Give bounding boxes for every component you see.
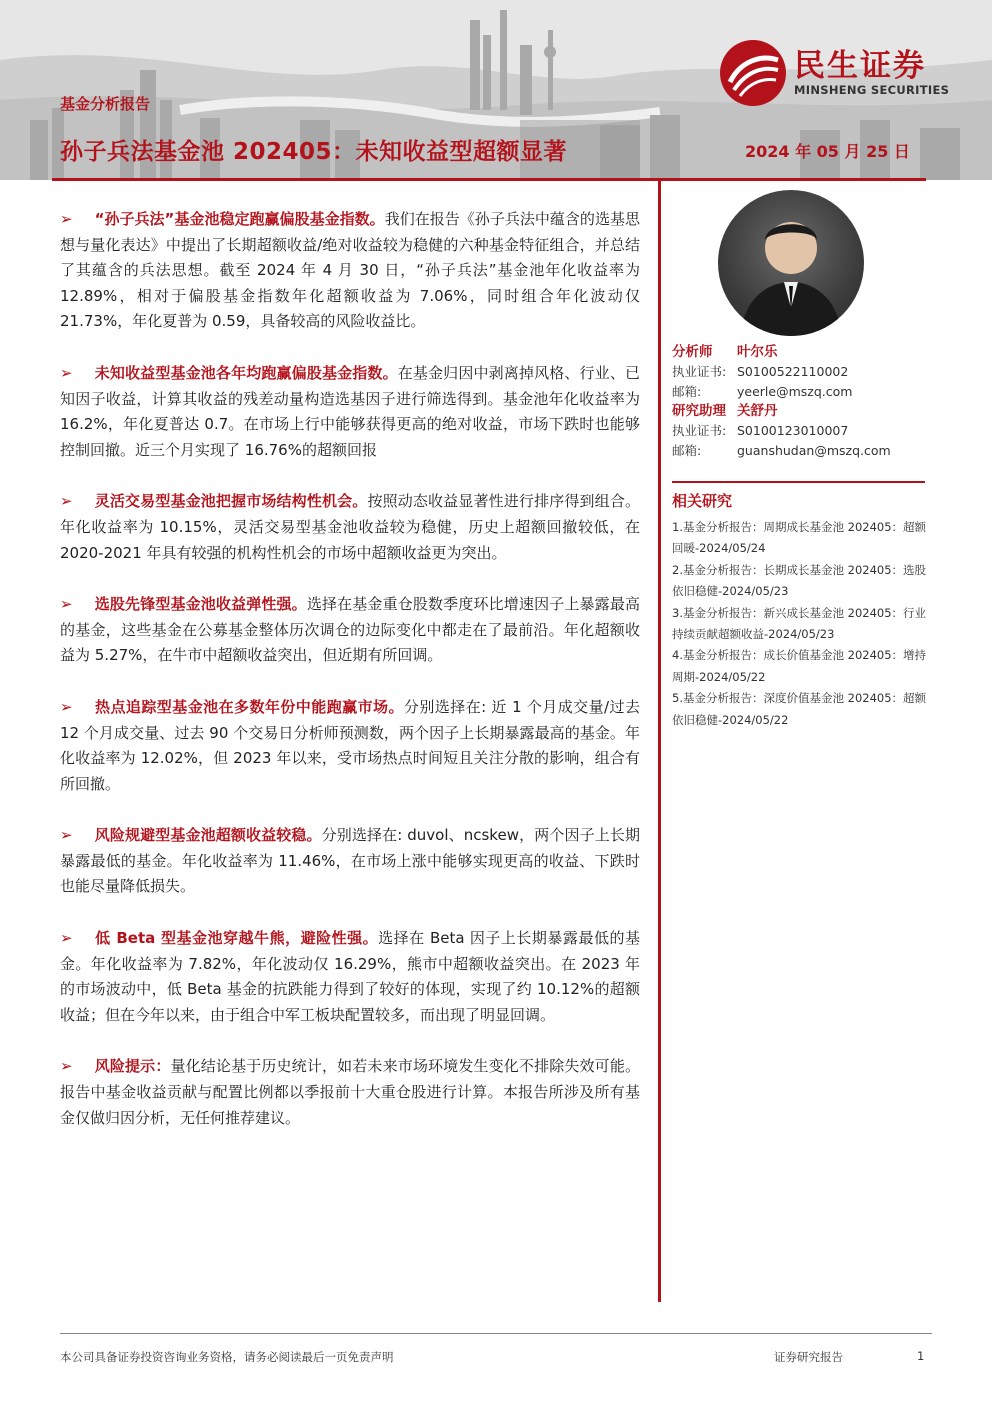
header-divider: [52, 178, 926, 181]
related-item[interactable]: 4.基金分析报告：成长价值基金池 202405：增持周期-2024/05/22: [672, 648, 927, 684]
analyst-photo: [718, 190, 864, 336]
analyst-email[interactable]: yeerle@mszq.com: [737, 383, 853, 399]
summary-section: [60, 207, 640, 1157]
bullet-icon: ➢: [60, 363, 73, 382]
paragraph-body: 分别选择在: duvol、ncskew，两个因子上长期暴露最低的基金。年化收益率为 11.46%，在市场上涨中能够实现更高的收益、下跌时也能尽量降低损失。: [60, 826, 640, 896]
assistant-label: 研究助理: [672, 403, 726, 420]
report-title: 孙子兵法基金池 202405：未知收益型超额显著: [60, 139, 568, 165]
summary-paragraph: [60, 592, 640, 669]
summary-paragraph: [60, 823, 640, 900]
logo-mark-icon: [718, 38, 788, 108]
bullet-icon: ➢: [60, 697, 73, 716]
related-item[interactable]: 1.基金分析报告：周期成长基金池 202405：超额回暖-2024/05/24: [672, 520, 927, 556]
assistant-row: [672, 401, 932, 421]
footer-doc-type: 证券研究报告: [774, 1350, 843, 1364]
analyst-info: [672, 342, 932, 461]
analyst-row: [672, 342, 932, 362]
assistant-cert: S0100123010007: [737, 423, 849, 439]
related-research-title: 相关研究: [672, 492, 733, 510]
bullet-icon: ➢: [60, 595, 73, 614]
paragraph-lead: 选股先锋型基金池收益弹性强。: [94, 595, 307, 614]
footer-disclaimer: 本公司具备证券投资咨询业务资格，请务必阅读最后一页免责声明: [60, 1350, 394, 1364]
assistant-name: 关舒丹: [737, 403, 778, 420]
paragraph-lead: 灵活交易型基金池把握市场结构性机会。: [94, 492, 368, 511]
paragraph-lead: 低 Beta 型基金池穿越牛熊，避险性强。: [94, 929, 379, 948]
logo-text-cn: 民生证券: [794, 48, 926, 84]
analyst-label: 分析师: [672, 344, 713, 360]
summary-paragraph: [60, 926, 640, 1028]
paragraph-body: 我们在报告《孙子兵法中蕴含的选基思想与量化表达》中提出了长期超额收益/绝对收益较为稳健的六种基金特征组合，并总结了其蕴含的兵法思想。截至 2024 年 4 月 30 日，“孙子兵法”基金池年化收益率为 12.89%，相对于偏股基金指数年化超额收益为 7.06%，同时组合年化波动仅 21.73%，年化夏普为 0.59，具备较高的风险收益比。: [60, 210, 640, 331]
email-label: 邮箱:: [672, 383, 702, 399]
summary-paragraph: [60, 207, 640, 335]
cert-label: 执业证书:: [672, 423, 727, 439]
related-item[interactable]: 3.基金分析报告：新兴成长基金池 202405：行业持续贡献超额收益-2024/05/23: [672, 605, 927, 642]
header-banner: [0, 0, 992, 180]
related-item[interactable]: 5.基金分析报告：深度价值基金池 202405：超额依旧稳健-2024/05/22: [672, 691, 927, 727]
assistant-cert-row: [672, 421, 932, 441]
paragraph-body: 分别选择在: 近 1 个月成交量/过去 12 个月成交量、过去 90 个交易日分析师预测数，两个因子上长期暴露最高的基金。年化收益率为 12.02%，但 2023 年以来，受市场热点时间短且关注分散的影响，组合有所回撤。: [60, 697, 640, 793]
bullet-icon: ➢: [60, 929, 73, 948]
report-type: 基金分析报告: [60, 95, 151, 113]
assistant-email[interactable]: guanshudan@mszq.com: [737, 442, 891, 458]
related-research-list: [672, 517, 927, 731]
analyst-name: 叶尔乐: [737, 344, 778, 360]
footer-divider: [60, 1333, 932, 1334]
risk-warning-paragraph: [60, 1054, 640, 1131]
paragraph-body: 选择在基金重仓股数季度环比增速因子上暴露最高的基金，这些基金在公募基金整体历次调仓的边际变化中都走在了最前沿。年化超额收益为 5.27%，在牛市中超额收益突出，但近期有所回调。: [60, 595, 640, 665]
assistant-email-row: [672, 441, 932, 461]
summary-paragraph: [60, 695, 640, 797]
bullet-icon: ➢: [60, 492, 73, 511]
bullet-icon: ➢: [60, 210, 73, 228]
paragraph-body: 在基金归因中剥离掉风格、行业、已知因子收益，计算其收益的残差动量构造选基因子进行筛选得到。基金池年化收益率为 16.2%，年化夏普达 0.7。在市场上行中能够获得更高的绝对收益，市场下跌时也能够控制回撤。近三个月实现了 16.76%的超额回报: [60, 363, 640, 459]
paragraph-lead: 未知收益型基金池各年均跑赢偏股基金指数。: [94, 363, 398, 382]
paragraph-body: 选择在 Beta 因子上长期暴露最低的基金。年化收益率为 7.82%，年化波动仅 16.29%，熊市中超额收益突出。在 2023 年的市场波动中，低 Beta 基金的抗跌能力得到了较好的体现，实现了约 10.12%的超额收益；但在今年以来，由于组合中军工板块配置较多，而出现了明显回调。: [60, 929, 640, 1024]
logo-text-en: MINSHENG SECURITIES: [794, 83, 950, 97]
summary-paragraph: [60, 489, 640, 566]
paragraph-body: 按照动态收益显著性进行排序得到组合。年化收益率为 10.15%，灵活交易型基金池收益较为稳健，历史上超额回撤较低，在 2020-2021 年具有较强的机构性机会的市场中超额收益更为突出。: [60, 492, 640, 562]
analyst-email-row: [672, 382, 932, 402]
analyst-cert: S0100522110002: [737, 363, 849, 379]
summary-paragraph: [60, 361, 640, 463]
report-date: 2024 年 05 月 25 日: [745, 142, 910, 161]
person-icon: [718, 190, 864, 336]
bullet-icon: ➢: [60, 1057, 73, 1076]
email-label: 邮箱:: [672, 442, 702, 458]
paragraph-lead: 风险规避型基金池超额收益较稳。: [94, 826, 322, 845]
related-item[interactable]: 2.基金分析报告：长期成长基金池 202405：选股依旧稳健-2024/05/23: [672, 562, 927, 599]
paragraph-body: 量化结论基于历史统计，如若未来市场环境发生变化不排除失效可能。报告中基金收益贡献与配置比例都以季报前十大重仓股进行计算。本报告所涉及所有基金仅做归因分析，无任何推荐建议。: [60, 1057, 640, 1127]
paragraph-lead: 风险提示：: [94, 1057, 171, 1076]
page-number: 1: [917, 1349, 925, 1363]
column-divider: [658, 178, 661, 1302]
paragraph-lead: “孙子兵法”基金池稳定跑赢偏股基金指数。: [94, 210, 385, 228]
analyst-cert-row: [672, 362, 932, 382]
cert-label: 执业证书:: [672, 363, 727, 379]
sidebar-divider: [672, 481, 925, 483]
bullet-icon: ➢: [60, 826, 73, 845]
minsheng-logo: [718, 36, 968, 106]
paragraph-lead: 热点追踪型基金池在多数年份中能跑赢市场。: [94, 697, 404, 716]
